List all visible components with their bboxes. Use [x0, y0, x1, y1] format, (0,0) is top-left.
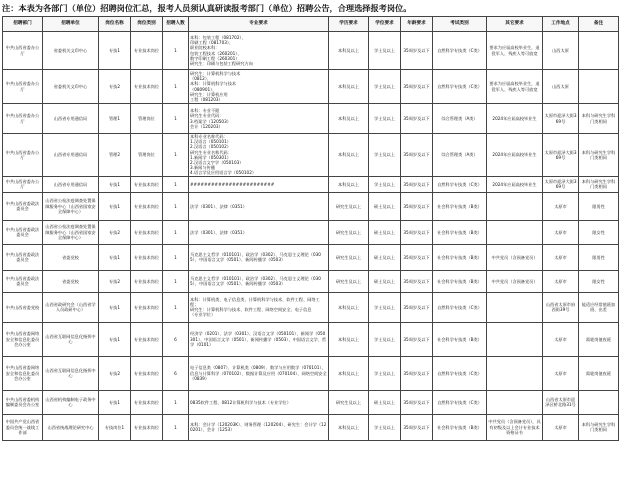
cell-education: 本科及以上 — [329, 134, 369, 177]
major-line: （0812）、 — [190, 76, 212, 82]
cell-exam: 社会科学专技类（B类） — [433, 220, 487, 244]
cell-count: 1 — [163, 414, 189, 440]
cell-post: 专技1 — [99, 390, 131, 414]
major-line: 法学（0301）、法律（0351） — [190, 229, 247, 235]
table-row — [3, 390, 619, 414]
cell-location: 太原市 — [543, 414, 579, 440]
cell-remark — [579, 70, 619, 104]
table-row — [3, 356, 619, 390]
col-header-dept: 招聘部门 — [3, 17, 43, 32]
cell-unit: 山西省专用通信局 — [43, 134, 99, 177]
major-line: 研究生专业代码： — [190, 113, 224, 119]
cell-post: 专技1 — [99, 244, 131, 270]
table-row — [3, 176, 619, 192]
cell-remark: 本科与研究生学科门类相同 — [579, 176, 619, 192]
cell-unit: 省委机关文印中心 — [43, 32, 99, 70]
cell-major — [189, 176, 329, 192]
major-line: 电子信息类（0807）、计算机类（0809）、数学与应用数学（070101）、信息与计算科学（070102）、数据计算及应用（070104）、网络空间安全（0839） — [190, 365, 327, 381]
major-line: ######################## — [190, 181, 275, 187]
cell-count: 6 — [163, 356, 189, 390]
major-line: 4.语言学及应用语言学（050102） — [190, 170, 257, 176]
cell-location: 太原市 — [543, 220, 579, 244]
cell-category: 专业技术岗位 — [131, 322, 163, 356]
cell-remark — [579, 390, 619, 414]
cell-exam: 自然科学专技类（C类） — [433, 70, 487, 104]
col-header-count: 招聘人数 — [163, 17, 189, 32]
table-row — [3, 292, 619, 322]
cell-count: 1 — [163, 244, 189, 270]
cell-education: 本科及以上 — [329, 70, 369, 104]
cell-dept: 中共山西省委机构编制委员会办公室 — [3, 390, 43, 414]
cell-exam: 自然科学专技类（C类） — [433, 390, 487, 414]
major-line: 本科：专业不限 — [190, 108, 220, 114]
cell-remark: 本科与研究生学科门类相同 — [579, 104, 619, 134]
table-row — [3, 322, 619, 356]
cell-post: 专技2 — [99, 220, 131, 244]
cell-major — [189, 104, 329, 134]
cell-location: 太原市 — [543, 322, 579, 356]
cell-other: 2024年应届高校毕业生 — [487, 104, 543, 134]
cell-post: 专技岗位1 — [99, 414, 131, 440]
cell-count: 1 — [163, 220, 189, 244]
cell-unit: 山西省互联网信息化指挥中心 — [43, 356, 99, 390]
cell-unit: 省委党校 — [43, 244, 99, 270]
cell-other: 要求为应届高校毕业生，退役军人、残疾人等可放宽 — [487, 70, 543, 104]
cell-category: 专业技术岗位 — [131, 192, 163, 220]
cell-remark: 限男性 — [579, 244, 619, 270]
col-header-post: 岗位名称 — [99, 17, 131, 32]
cell-degree: 学士及以上 — [369, 176, 401, 192]
cell-major — [189, 356, 329, 390]
col-header-other: 其它要求 — [487, 17, 543, 32]
cell-post: 专技1 — [99, 176, 131, 192]
cell-category: 专业技术岗位 — [131, 220, 163, 244]
cell-location: 太原市 — [543, 192, 579, 220]
cell-degree: 学士及以上 — [369, 32, 401, 70]
major-line: 经济学（0201）、法学（0301）、汉语言文学（050101）、新闻学（050301）、中国语言文学（0501）、新闻传播学（0503）、中国语言文学、哲学（0101） — [190, 331, 327, 347]
cell-post: 专技1 — [99, 322, 131, 356]
major-line: 本科：会计学（120203K）、财务管理（120204）、研究生：会计学（120201）、会计（1253） — [190, 421, 327, 433]
cell-remark — [579, 32, 619, 70]
cell-other — [487, 390, 543, 414]
major-line: 印刷工程（081703）、 — [190, 40, 234, 46]
cell-age: 35周岁及以下 — [401, 292, 433, 322]
cell-age: 35周岁及以下 — [401, 220, 433, 244]
major-line: 3.档案学（120503） — [190, 118, 231, 124]
cell-major — [189, 70, 329, 104]
recruitment-table — [2, 16, 619, 441]
major-line: 研究生：计算机应用 — [190, 91, 228, 97]
cell-dept: 中国共产党山西省委员会统一战线工作部 — [3, 414, 43, 440]
cell-degree: 学士及以上 — [369, 292, 401, 322]
major-line: 会计（120203） — [190, 123, 223, 129]
cell-location: 山西太原 — [543, 70, 579, 104]
cell-count: 6 — [163, 322, 189, 356]
table-note: 注：本表为各部门（单位）招聘岗位汇总，报考人员须认真研读报考部门（单位）招聘公告，合理选择报考岗位。 — [2, 3, 412, 13]
cell-location: 太原市 — [543, 244, 579, 270]
cell-count: 1 — [163, 134, 189, 177]
cell-education: 本科及以上 — [329, 104, 369, 134]
cell-education: 本科及以上 — [329, 414, 369, 440]
cell-age: 35周岁及以下 — [401, 356, 433, 390]
cell-degree: 硕士及以上 — [369, 244, 401, 270]
cell-remark: 本科与研究生学科门类相同 — [579, 134, 619, 177]
table-row — [3, 414, 619, 440]
cell-education: 研究生及以上 — [329, 192, 369, 220]
col-header-location: 工作地点 — [543, 17, 579, 32]
cell-dept: 中共山西省委政法委员会 — [3, 220, 43, 244]
cell-major — [189, 134, 329, 177]
cell-unit: 山西省公检法疫调查处置保障服务中心（山西省国家安全保障中心） — [43, 192, 99, 220]
cell-education: 本科及以上 — [329, 292, 369, 322]
cell-dept: 中共山西省委政法委员会 — [3, 244, 43, 270]
cell-category: 专业技术岗位 — [131, 32, 163, 70]
header-row — [3, 17, 619, 32]
major-line: 职业院校本科： — [190, 45, 220, 51]
cell-dept: 中共山西省委政法委员会 — [3, 270, 43, 292]
cell-post: 专技2 — [99, 270, 131, 292]
cell-location: 太原市 — [543, 356, 579, 390]
cell-age: 35周岁及以下 — [401, 414, 433, 440]
cell-exam: 综合管理类（A类） — [433, 134, 487, 177]
cell-other: 中共党员（含预备党员） — [487, 244, 543, 270]
cell-location: 山西太原 — [543, 32, 579, 70]
cell-dept: 中共山西省委党校 — [3, 292, 43, 322]
col-header-age: 年龄要求 — [401, 17, 433, 32]
col-header-remark: 备注 — [579, 17, 619, 32]
cell-education: 研究生及以上 — [329, 270, 369, 292]
cell-age: 35周岁及以下 — [401, 104, 433, 134]
cell-education: 本科及以上 — [329, 32, 369, 70]
major-line: 1.汉语言（050101） — [190, 139, 231, 145]
cell-remark: 限女性 — [579, 220, 619, 244]
cell-category: 专业技术岗位 — [131, 176, 163, 192]
cell-exam: 社会科学专技类（B类） — [433, 192, 487, 220]
cell-category: 专业技术岗位 — [131, 244, 163, 270]
cell-education: 研究生及以上 — [329, 244, 369, 270]
table-row — [3, 134, 619, 177]
major-line: 研究生专业名称代码： — [190, 149, 232, 155]
table-row — [3, 270, 619, 292]
major-line: 本科专业名称代码： — [190, 134, 228, 139]
table-row — [3, 70, 619, 104]
major-line: （080901）、 — [190, 86, 217, 92]
major-line: 数字印刷工程（260301） — [190, 55, 240, 61]
major-line: 研究生：印刷与包装工程研究方向 — [190, 60, 253, 66]
cell-unit: 山西省机构编制电子政务中心 — [43, 390, 99, 414]
cell-other: 要求为应届高校毕业生，退役军人、残疾人等可放宽 — [487, 32, 543, 70]
major-line: 3.新闻与传播 — [190, 165, 215, 171]
table-row — [3, 244, 619, 270]
major-line: 2.汉语言（050102） — [190, 144, 231, 150]
cell-exam: 自然科学专技类（C类） — [433, 292, 487, 322]
cell-post: 专技1 — [99, 32, 131, 70]
cell-location: 太原市迎泽大街369号 — [543, 176, 579, 192]
cell-post: 专技2 — [99, 356, 131, 390]
cell-category: 专业技术岗位 — [131, 292, 163, 322]
cell-count: 1 — [163, 176, 189, 192]
table-row — [3, 32, 619, 70]
cell-major — [189, 270, 329, 292]
cell-dept: 中共山西省委网络安全和信息化委员会办公室 — [3, 322, 43, 356]
cell-education: 本科及以上 — [329, 356, 369, 390]
cell-major — [189, 244, 329, 270]
col-header-exam: 考试类别 — [433, 17, 487, 32]
major-line: （专业学位） — [190, 312, 216, 318]
cell-unit: 山西省统战理论研究中心 — [43, 414, 99, 440]
cell-other: 2024年应届高校毕业生 — [487, 176, 543, 192]
cell-other — [487, 356, 543, 390]
cell-count: 1 — [163, 390, 189, 414]
cell-location: 山西省太原市迎泽区桥北路31号 — [543, 390, 579, 414]
major-line: 马克思主义哲学（010101）、政治学（0302）、马克思主义理论（0305）、中国语言文学（0501）、新闻传播学（0503） — [190, 251, 321, 263]
col-header-degree: 学位要求 — [369, 17, 401, 32]
cell-post: 专技1 — [99, 292, 131, 322]
cell-exam: 自然科学专技类（C类） — [433, 176, 487, 192]
cell-degree: 硕士及以上 — [369, 270, 401, 292]
cell-unit: 山西省专用通信局 — [43, 176, 99, 192]
cell-count: 1 — [163, 104, 189, 134]
cell-dept: 中共山西省委办公厅 — [3, 176, 43, 192]
cell-category: 专业技术岗位 — [131, 390, 163, 414]
cell-degree: 学士及以上 — [369, 356, 401, 390]
cell-degree: 硕士及以上 — [369, 220, 401, 244]
cell-age: 35周岁及以下 — [401, 322, 433, 356]
major-line: 包装工程技术（260201）、 — [190, 50, 242, 56]
cell-category: 管理岗位 — [131, 104, 163, 134]
cell-education: 本科及以上 — [329, 322, 369, 356]
cell-location: 太原市 — [543, 270, 579, 292]
cell-major — [189, 192, 329, 220]
cell-unit: 山西省公检法疫调查处置保障服务中心（山西省国家安全保障中心） — [43, 220, 99, 244]
cell-major — [189, 322, 329, 356]
cell-other — [487, 322, 543, 356]
major-line: 2.汉语言文字学（050103） — [190, 160, 244, 166]
cell-education: 研究生及以上 — [329, 390, 369, 414]
cell-location: 太原市迎泽大街369号 — [543, 134, 579, 177]
cell-remark: 本科与研究生学科门类相同 — [579, 414, 619, 440]
cell-degree: 学士及以上 — [369, 414, 401, 440]
cell-other: 中共党员（含预备党员） — [487, 270, 543, 292]
cell-exam: 自然科学专技类（C类） — [433, 32, 487, 70]
cell-major — [189, 414, 329, 440]
cell-category: 专业技术岗位 — [131, 70, 163, 104]
cell-degree: 学士及以上 — [369, 322, 401, 356]
major-line: 工程（081203） — [190, 96, 223, 102]
cell-age: 35周岁及以下 — [401, 192, 433, 220]
cell-age: 35周岁及以下 — [401, 270, 433, 292]
cell-exam: 社会科学专技类（B类） — [433, 244, 487, 270]
cell-count: 1 — [163, 192, 189, 220]
cell-unit: 省委机关文印中心 — [43, 70, 99, 104]
cell-age: 35周岁及以下 — [401, 32, 433, 70]
cell-unit: 山西省互联网信息化指挥中心 — [43, 322, 99, 356]
cell-unit: 省委党校 — [43, 270, 99, 292]
cell-remark: 能适应经常值班加班、出差 — [579, 292, 619, 322]
cell-category: 专业技术岗位 — [131, 270, 163, 292]
cell-category: 管理岗位 — [131, 134, 163, 177]
cell-other — [487, 292, 543, 322]
major-line: 研究生：计算机科学与技术 — [190, 70, 241, 76]
major-line: 本科：计算机科学与技术 — [190, 81, 237, 87]
table-row — [3, 220, 619, 244]
cell-remark: 限男性 — [579, 192, 619, 220]
cell-remark: 限女性 — [579, 270, 619, 292]
cell-degree: 硕士及以上 — [369, 390, 401, 414]
cell-degree: 学士及以上 — [369, 104, 401, 134]
cell-education: 研究生及以上 — [329, 220, 369, 244]
cell-age: 35周岁及以下 — [401, 244, 433, 270]
major-line: 马克思主义哲学（010101）、政治学（0302）、马克思主义理论（0305）、中国语言文学（0501）、新闻传播学（0503） — [190, 275, 321, 287]
cell-unit: 山西省专用通信局 — [43, 104, 99, 134]
col-header-category: 岗位类别 — [131, 17, 163, 32]
cell-remark: 需轮岗值夜班 — [579, 322, 619, 356]
cell-dept: 中共山西省委政法委员会 — [3, 192, 43, 220]
cell-count: 1 — [163, 270, 189, 292]
cell-location: 山西省太原市府西街39号 — [543, 292, 579, 322]
cell-major — [189, 220, 329, 244]
cell-count: 1 — [163, 292, 189, 322]
cell-major — [189, 292, 329, 322]
cell-post: 专技1 — [99, 192, 131, 220]
cell-count: 1 — [163, 70, 189, 104]
cell-post: 管理1 — [99, 104, 131, 134]
cell-age: 35周岁及以下 — [401, 134, 433, 177]
cell-unit: 山西省政研究会（山西省学人员政研中心） — [43, 292, 99, 322]
major-line: 1.新闻学（050301） — [190, 154, 231, 160]
cell-other: 中共党员（含预备党员），具有初级及以上会计专业技术资格证书 — [487, 414, 543, 440]
cell-location: 太原市迎泽大街369号 — [543, 104, 579, 134]
table-row — [3, 104, 619, 134]
major-line: 法学（0301）、法律（0351） — [190, 203, 247, 209]
cell-dept: 中共山西省委网络安全和信息化委员会办公室 — [3, 356, 43, 390]
major-line: 0835软件工程、0812计算机科学与技术（专业学位） — [190, 399, 291, 405]
cell-post: 管理2 — [99, 134, 131, 177]
cell-age: 35周岁及以下 — [401, 70, 433, 104]
cell-age: 35周岁及以下 — [401, 176, 433, 192]
cell-dept: 中共山西省委办公厅 — [3, 104, 43, 134]
cell-major — [189, 390, 329, 414]
cell-major — [189, 32, 329, 70]
cell-degree: 学士及以上 — [369, 70, 401, 104]
cell-degree: 学士及以上 — [369, 134, 401, 177]
cell-degree: 硕士及以上 — [369, 192, 401, 220]
cell-age: 35周岁及以下 — [401, 390, 433, 414]
col-header-education: 学历要求 — [329, 17, 369, 32]
major-line: 研究生：计算机科学与技术、软件工程、网络空间安全、电子信息 — [190, 307, 312, 313]
cell-category: 专业技术岗位 — [131, 356, 163, 390]
cell-exam: 自然科学专技类（C类） — [433, 356, 487, 390]
cell-remark: 需轮岗值夜班 — [579, 356, 619, 390]
cell-exam: 社会科学专技类（B类） — [433, 414, 487, 440]
major-line: 本科：计算机类、电子信息类、计算机科学与技术、软件工程、网络工程； — [190, 296, 320, 307]
cell-count: 1 — [163, 32, 189, 70]
cell-education: 本科及以上 — [329, 176, 369, 192]
table-row — [3, 192, 619, 220]
cell-dept: 中共山西省委办公厅 — [3, 70, 43, 104]
major-line: 本科：包装工程（081702）、 — [190, 34, 246, 40]
cell-exam: 社会科学专技类（B类） — [433, 322, 487, 356]
cell-other — [487, 220, 543, 244]
col-header-major: 专业要求 — [189, 17, 329, 32]
cell-exam: 综合管理类（A类） — [433, 104, 487, 134]
cell-post: 专技2 — [99, 70, 131, 104]
col-header-unit: 招聘单位 — [43, 17, 99, 32]
cell-category: 专业技术岗位 — [131, 414, 163, 440]
cell-dept: 中共山西省委办公厅 — [3, 32, 43, 70]
cell-other — [487, 192, 543, 220]
cell-other: 2024年应届高校毕业生 — [487, 134, 543, 177]
cell-exam: 社会科学专技类（B类） — [433, 270, 487, 292]
cell-dept: 中共山西省委办公厅 — [3, 134, 43, 177]
